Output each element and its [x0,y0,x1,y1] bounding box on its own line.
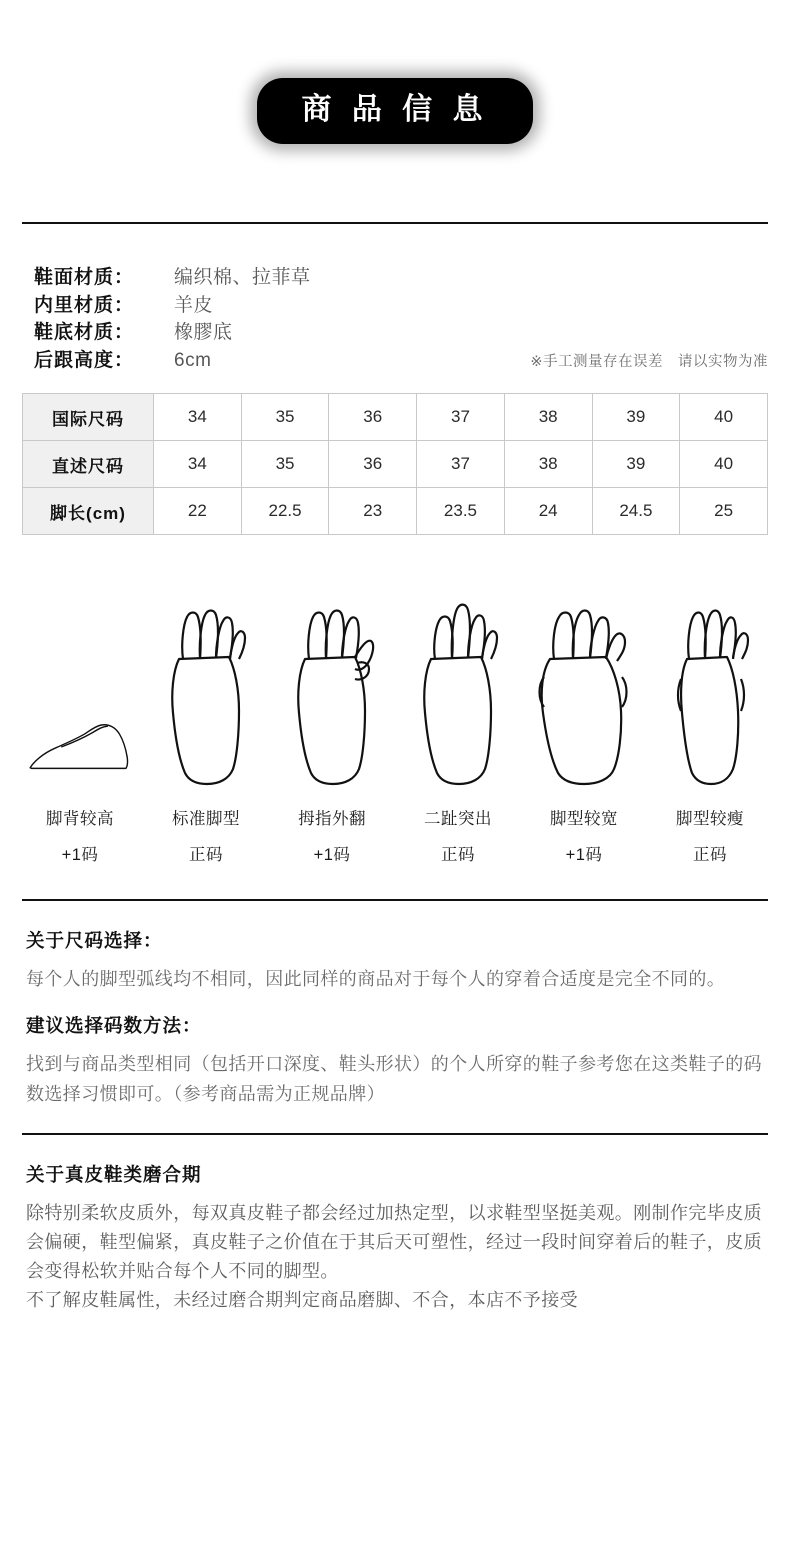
title-banner-container [0,0,790,144]
spec-value: 橡膠底 [174,322,233,344]
foot-type-advice: +1码 [565,846,603,865]
spec-value: 羊皮 [174,294,214,316]
section-body: 每个人的脚型弧线均不相同，因此同样的商品对于每个人的穿着合适度是完全不同的。 [26,969,726,990]
measurement-note: ※手工测量存在误差 请以实物为准 [530,354,768,371]
foot-type-item [151,597,261,865]
foot-narrow-icon [655,597,765,787]
table-cell: 34 [154,441,242,488]
table-cell: 24.5 [592,488,680,535]
foot-standard-icon [151,597,261,787]
foot-wide-icon [529,597,639,787]
spec-row [34,319,790,347]
table-cell: 34 [154,394,242,441]
table-cell: 25 [680,488,768,535]
table-cell: 38 [504,441,592,488]
foot-type-advice: 正码 [693,846,727,865]
foot-type-label: 标准脚型 [172,810,240,829]
section-body-secondary: 不了解皮鞋属性，未经过磨合期判定商品磨脚、不合，本店不予接受 [26,1290,578,1311]
table-cell: 22 [154,488,242,535]
table-cell: 39 [592,441,680,488]
foot-type-item [277,597,387,865]
spec-value: 6cm [174,349,212,371]
row-header: 脚长(cm) [23,488,154,535]
table-cell: 37 [417,441,505,488]
spec-row [34,264,790,292]
table-cell: 37 [417,394,505,441]
foot-type-item [529,597,639,865]
foot-type-label: 脚型较宽 [550,810,618,829]
foot-type-label: 脚背较高 [46,810,114,829]
table-cell: 22.5 [241,488,329,535]
table-cell: 38 [504,394,592,441]
section-body: 除特别柔软皮质外，每双真皮鞋子都会经过加热定型，以求鞋型坚挺美观。刚制作完毕皮质会偏硬，鞋型偏紧，真皮鞋子之价值在于其后天可塑性，经过一段时间穿着后的鞋子，皮质会变得松软并贴合每个人不同的脚型。 [26,1202,762,1281]
section-size-selection [0,901,790,1132]
foot-type-item [655,597,765,865]
section-title: 关于尺码选择： [26,930,163,952]
table-row [23,441,768,488]
foot-second-toe-icon [403,597,513,787]
spec-row [34,292,790,320]
foot-bunion-icon [277,597,387,787]
foot-side-icon [25,597,135,787]
foot-type-advice: 正码 [441,846,475,865]
foot-type-advice: +1码 [61,846,99,865]
spec-key: 鞋面材质： [34,267,135,288]
spec-value: 编织棉、拉菲草 [174,267,311,288]
section-title: 建议选择码数方法： [26,1015,202,1037]
spec-key: 内里材质： [34,294,135,316]
foot-type-advice: 正码 [189,846,223,865]
row-header: 直述尺码 [23,441,154,488]
table-cell: 39 [592,394,680,441]
size-table [22,393,768,535]
foot-type-label: 拇指外翻 [298,810,366,829]
row-header: 国际尺码 [23,394,154,441]
spec-key: 后跟高度： [34,349,135,371]
table-cell: 35 [241,441,329,488]
foot-type-gallery [0,535,790,865]
foot-type-label: 脚型较瘦 [676,810,744,829]
table-cell: 36 [329,441,417,488]
section-body: 找到与商品类型相同（包括开口深度、鞋头形状）的个人所穿的鞋子参考您在这类鞋子的码数选择习惯即可。（参考商品需为正规品牌） [26,1054,762,1104]
table-cell: 23 [329,488,417,535]
table-row [23,394,768,441]
size-table-container [0,371,790,535]
foot-type-item [403,597,513,865]
table-cell: 36 [329,394,417,441]
table-cell: 35 [241,394,329,441]
table-cell: 24 [504,488,592,535]
foot-type-item [25,597,135,865]
foot-type-advice: +1码 [313,846,351,865]
page-title: 商 品 信 息 [257,78,532,144]
spec-key: 鞋底材质： [34,322,135,344]
table-row [23,488,768,535]
table-cell: 40 [680,441,768,488]
table-cell: 23.5 [417,488,505,535]
foot-type-label: 二趾突出 [424,810,492,829]
section-break-in-period [0,1135,790,1340]
section-title: 关于真皮鞋类磨合期 [26,1163,202,1185]
table-cell: 40 [680,394,768,441]
